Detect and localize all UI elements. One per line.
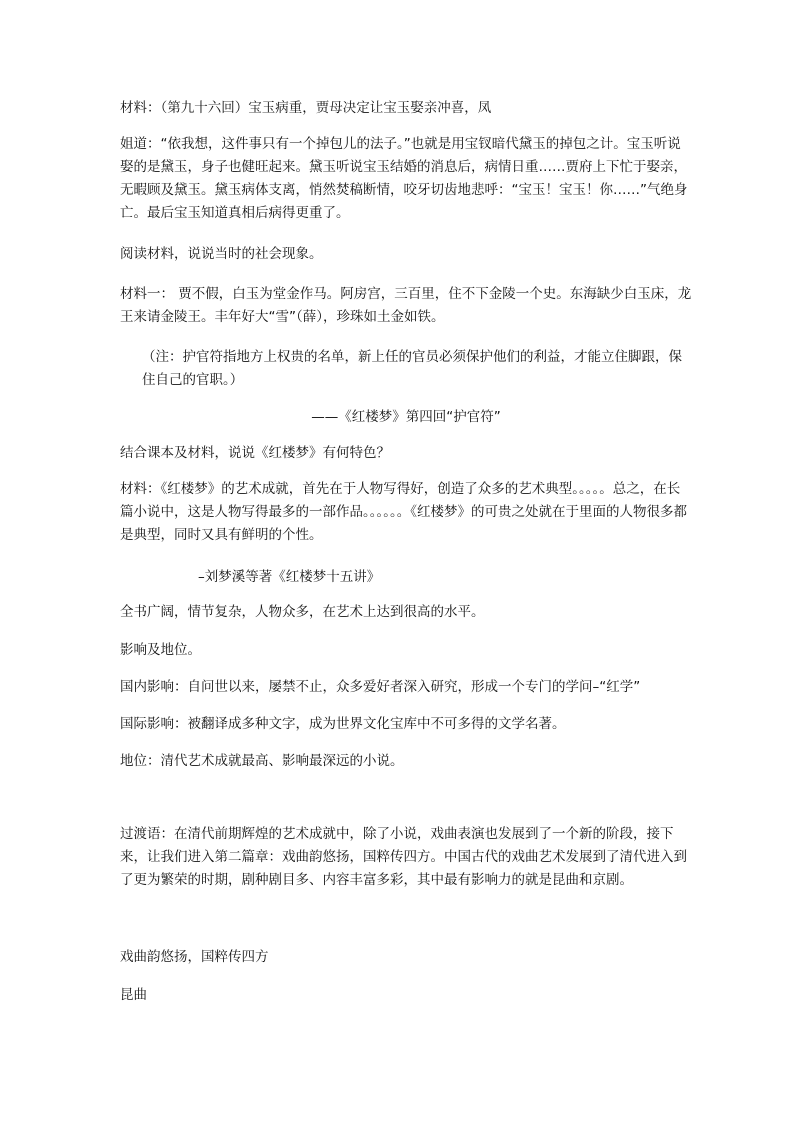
summary-line: 全书广阔，情节复杂，人物众多，在艺术上达到很高的水平。 xyxy=(120,604,485,620)
status-line: 地位：清代艺术成就最高、影响最深远的小说。 xyxy=(120,753,404,769)
material-story-paragraph: 姐道：“依我想，这件事只有一个掉包儿的法子。”也就是用宝钗暗代黛玉的掉包之计。宝玉听说娶的是黛玉，身子也健旺起来。黛玉听说宝玉结婚的消息后，病情日重……贾府上下忙于娶亲，无暇顾及黛玉。黛玉病体支离，悄然焚稿断情，咬牙切齿地悲呼：“宝玉！宝玉！你……”气绝身亡。最后宝玉知道真相后病得更重了。 xyxy=(120,136,688,221)
domestic-influence-line: 国内影响：自问世以来，屡禁不止，众多爱好者深入研究，形成一个专门的学问–“红学” xyxy=(120,679,641,695)
source-citation-hongloumeng: ——《红楼梦》第四回“护官符” xyxy=(311,409,501,425)
material-art-achievement-paragraph: 材料：《红楼梦》的艺术成就，首先在于人物写得好，创造了众多的艺术典型。。。。。总之，在长篇小说中，这是人物写得最多的一部作品。。。。。。《红楼梦》的可贵之处就在于里面的人物很多都是典型，同时又具有鲜明的个性。 xyxy=(120,481,687,543)
heading-influence: 影响及地位。 xyxy=(120,642,201,658)
material-intro-line: 材料：（第九十六回）宝玉病重，贾母决定让宝玉娶亲冲喜，凤 xyxy=(120,100,492,116)
question-social-phenomenon: 阅读材料，说说当时的社会现象。 xyxy=(120,246,323,262)
subheading-kunqu: 昆曲 xyxy=(120,987,147,1003)
transition-paragraph: 过渡语：在清代前期辉煌的艺术成就中，除了小说，戏曲表演也发展到了一个新的阶段，接下来，让我们进入第二篇章：戏曲韵悠扬，国粹传四方。中国古代的戏曲艺术发展到了清代进入到了更为繁荣的时期，剧种剧目多、内容丰富多彩，其中最有影响力的就是昆曲和京剧。 xyxy=(120,826,687,888)
question-features: 结合课本及材料，说说《红楼梦》有何特色？ xyxy=(120,445,390,461)
material-one-paragraph: 材料一： 贾不假，白玉为堂金作马。阿房宫，三百里，住不下金陵一个史。东海缺少白玉床，龙王来请金陵王。丰年好大“雪”（薛），珍珠如土金如铁。 xyxy=(120,286,692,325)
international-influence-line: 国际影响：被翻译成多种文字，成为世界文化宝库中不可多得的文学名著。 xyxy=(120,716,566,732)
source-citation-lectures: –刘梦溪等著《红楼梦十五讲》 xyxy=(198,569,381,585)
note-paragraph: （注：护官符指地方上权贵的名单，新上任的官员必须保护他们的利益，才能立住脚跟，保住自己的官职。） xyxy=(142,349,682,388)
section-heading-opera: 戏曲韵悠扬，国粹传四方 xyxy=(120,949,269,965)
